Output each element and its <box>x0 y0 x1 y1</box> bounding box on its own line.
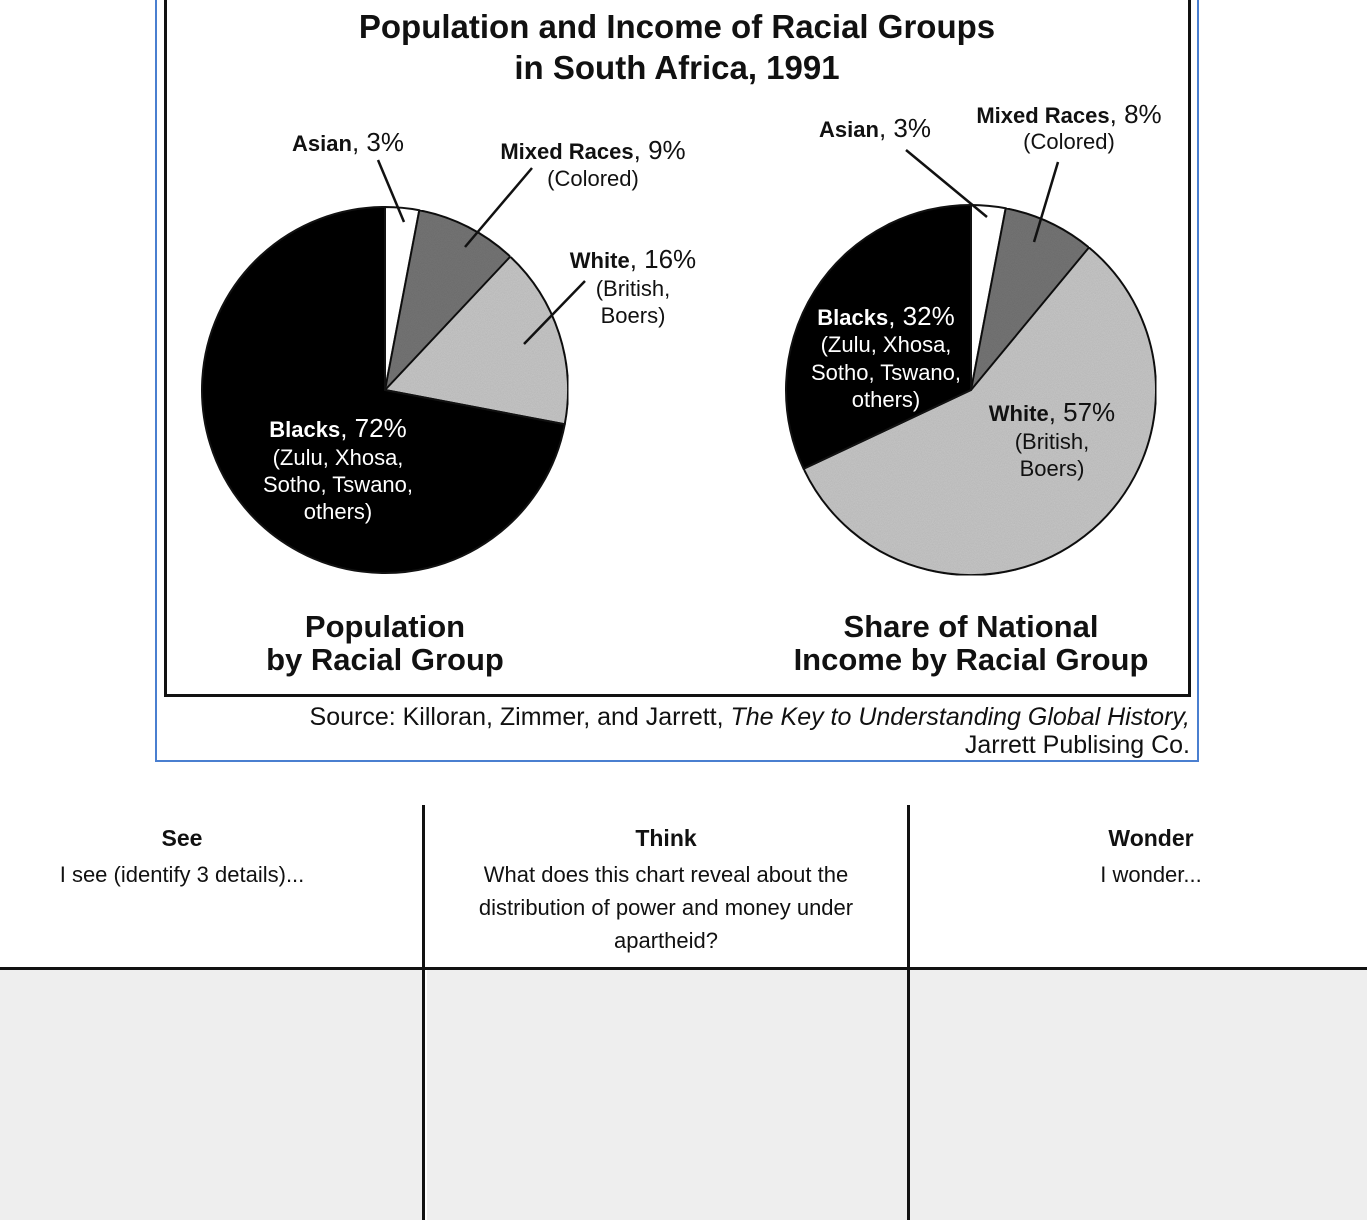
think-prompt-line-1: What does this chart reveal about the <box>483 862 849 887</box>
inc-label-white: White, 57% <box>988 397 1116 427</box>
table-divider-1 <box>422 805 425 1220</box>
income-pie <box>786 205 1156 575</box>
table-header-divider <box>0 967 1367 970</box>
pop-label-mixed: Mixed Races, 9% <box>500 135 686 165</box>
pop-label-mixed-extra: (Colored) <box>547 166 639 191</box>
chart-title-line-1: Population and Income of Racial Groups <box>358 8 996 45</box>
leader-line-pop-mixed <box>465 168 532 247</box>
inc-chart-subtitle-1: Share of National <box>843 609 1099 644</box>
see-answer-cell[interactable] <box>0 970 424 1220</box>
pop-label-white-extra-2: Boers) <box>600 303 666 328</box>
wonder-header: Wonder <box>1108 825 1194 851</box>
pop-chart-subtitle-2: by Racial Group <box>266 642 504 677</box>
think-header: Think <box>635 825 697 851</box>
inc-label-mixed-extra: (Colored) <box>1023 129 1115 154</box>
wonder-column <box>910 805 1367 891</box>
see-think-wonder-table <box>0 805 1367 1220</box>
pop-label-blacks-extra-2: Sotho, Tswano, <box>262 472 414 497</box>
pop-label-asian: Asian, 3% <box>292 127 404 157</box>
think-prompt-line-3: apartheid? <box>614 928 718 953</box>
pop-label-blacks-extra-1: (Zulu, Xhosa, <box>272 445 404 470</box>
source-publisher: Jarrett Publising Co. <box>964 731 1190 759</box>
inc-label-white-extra-1: (British, <box>1014 429 1090 454</box>
inc-label-blacks-extra-3: others) <box>851 387 921 412</box>
inc-label-mixed: Mixed Races, 8% <box>976 99 1162 129</box>
inc-label-blacks-extra-2: Sotho, Tswano, <box>810 360 962 385</box>
inc-label-white-extra-2: Boers) <box>1019 456 1085 481</box>
table-divider-2 <box>907 805 910 1220</box>
wonder-answer-cell[interactable] <box>910 970 1367 1220</box>
think-answer-cell[interactable] <box>427 970 907 1220</box>
pop-label-white: White, 16% <box>569 244 697 274</box>
inc-chart-subtitle-2: Income by Racial Group <box>793 642 1149 677</box>
inc-label-blacks-extra-1: (Zulu, Xhosa, <box>820 332 952 357</box>
inc-label-asian: Asian, 3% <box>819 113 931 143</box>
see-header: See <box>161 825 203 851</box>
source-prefix: Source: Killoran, Zimmer, and Jarrett, <box>309 703 731 731</box>
source-book-title: The Key to Understanding Global History, <box>730 703 1190 731</box>
source-citation <box>225 703 1190 759</box>
see-prompt: I see (identify 3 details)... <box>59 862 305 887</box>
pop-label-white-extra-1: (British, <box>595 276 671 301</box>
think-column <box>424 805 908 957</box>
think-prompt-line-2: distribution of power and money under <box>478 895 854 920</box>
think-prompt <box>424 858 908 957</box>
chart-title-line-2: in South Africa, 1991 <box>514 49 840 86</box>
population-pie <box>202 207 568 573</box>
pop-label-blacks: Blacks, 72% <box>269 413 407 443</box>
inc-label-blacks: Blacks, 32% <box>817 301 955 331</box>
wonder-prompt: I wonder... <box>1100 862 1202 887</box>
pop-label-blacks-extra-3: others) <box>303 499 373 524</box>
see-column <box>0 805 364 891</box>
pop-chart-subtitle-1: Population <box>304 609 466 644</box>
